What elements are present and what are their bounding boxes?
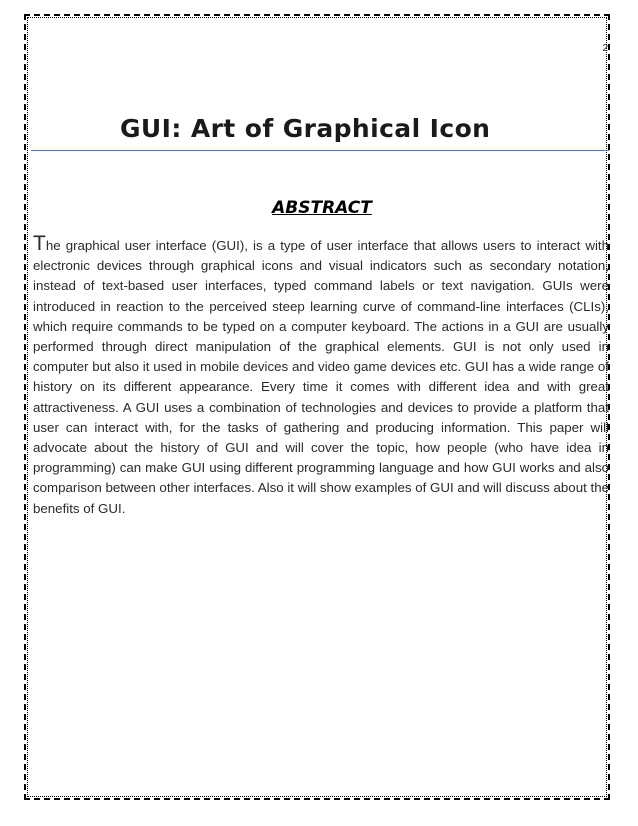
abstract-heading xyxy=(0,198,638,218)
title-underline-rule xyxy=(31,150,609,151)
document-title: GUI: Art of Graphical Icon xyxy=(120,114,491,143)
abstract-body xyxy=(33,232,609,519)
page-number: 2 xyxy=(602,43,608,54)
abstract-drop-cap: T xyxy=(33,232,46,255)
abstract-heading-text: ABSTRACT xyxy=(272,198,372,218)
abstract-paragraph: he graphical user interface (GUI), is a type of user interface that allows users to interact with electronic devices through graphical icons and visual indicators such as secondary notation, instead of text-based user interfaces, typed command labels or text navigation. GUIs were introduced in reaction to the perceived steep learning curve of command-line interfaces (CLIs), which require commands to be typed on a computer keyboard. The actions in a GUI are usually performed through direct manipulation of the graphical elements. GUI is not only used in computer but also it used in mobile devices and video game devices etc. GUI has a wide range of history on its different appearance. Every time it comes with different idea and with great attractiveness. A GUI uses a combination of technologies and devices to provide a platform that user can interact with, for the tasks of gathering and producing information. This paper will advocate about the history of GUI and will cover the topic, how people (who have idea in programming) can make GUI using different programming language and how GUI works and also comparison between other interfaces. Also it will show examples of GUI and will discuss about the benefits of GUI. xyxy=(33,238,609,516)
